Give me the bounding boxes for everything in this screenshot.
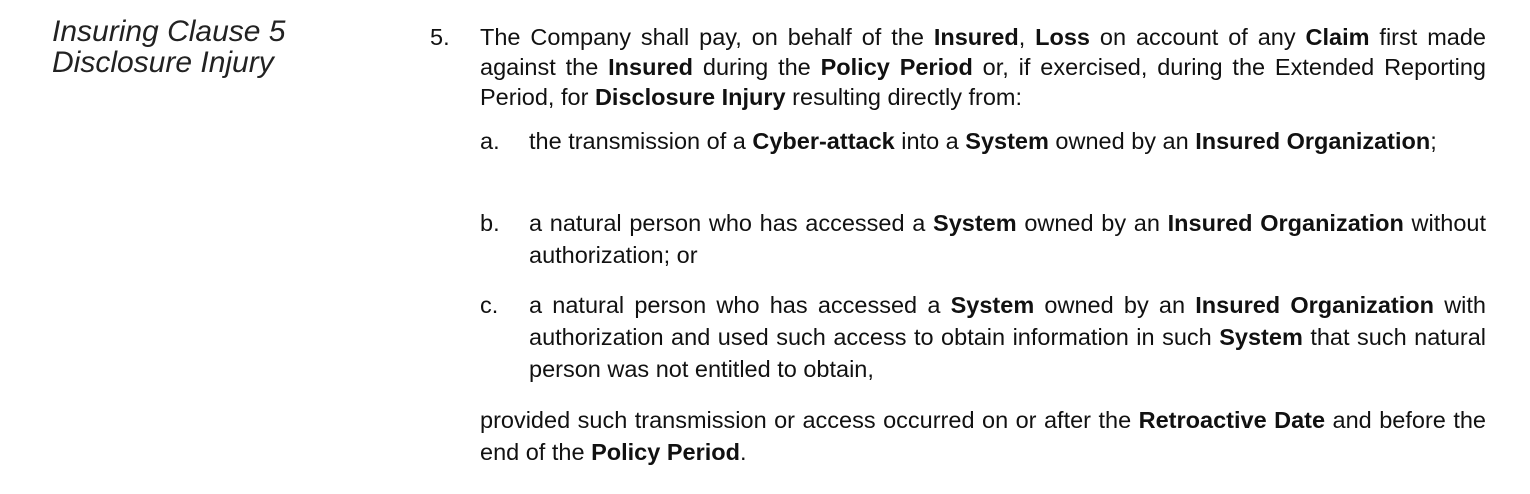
defined-term: Insured: [933, 24, 1019, 50]
item-letter: a.: [480, 128, 500, 154]
text-run: owned by an: [1048, 128, 1196, 154]
clause-heading-line-2: Disclosure Injury: [52, 46, 274, 79]
clause-number: 5.: [430, 24, 450, 50]
clause-heading-line-1: Insuring Clause 5: [52, 15, 286, 48]
text-run: into a: [894, 128, 966, 154]
text-run: during the: [693, 54, 821, 80]
clause-proviso-paragraph: [480, 404, 1486, 468]
text-run: or, if exercised, during the Extended Reporting Period, for: [480, 54, 1486, 110]
text-run: ;: [1430, 128, 1437, 154]
text-run: resulting directly from:: [785, 84, 1023, 110]
item-text: [529, 125, 1486, 157]
defined-term: Retroactive Date: [1138, 407, 1326, 433]
defined-term: Loss: [1035, 24, 1091, 50]
defined-term: Insured Organization: [1167, 210, 1404, 236]
clause-main-paragraph: [480, 22, 1486, 112]
text-run: .: [739, 439, 747, 465]
text-run: provided such transmission or access occurred on or after the: [480, 407, 1139, 433]
defined-term: Disclosure Injury: [594, 84, 786, 110]
text-run: and before the end of the: [480, 407, 1486, 465]
defined-term: Policy Period: [820, 54, 973, 80]
defined-term: System: [1219, 324, 1303, 350]
text-run: a natural person who has accessed a: [529, 292, 951, 318]
text-run: that such natural person was not entitled to obtain,: [529, 324, 1487, 382]
text-run: a natural person who has accessed a: [529, 210, 934, 236]
text-run: The Company shall pay, on behalf of the: [480, 24, 934, 50]
text-run: owned by an: [1016, 210, 1168, 236]
text-run: on account of any: [1090, 24, 1306, 50]
clause-item-a: [480, 125, 1486, 157]
defined-term: System: [965, 128, 1049, 154]
item-text: [529, 289, 1486, 385]
defined-term: Claim: [1305, 24, 1370, 50]
defined-term: Insured Organization: [1195, 128, 1431, 154]
clause-item-b: [480, 207, 1486, 271]
defined-term: Policy Period: [591, 439, 740, 465]
defined-term: Cyber-attack: [752, 128, 895, 154]
text-run: ,: [1018, 24, 1036, 50]
text-run: with authorization and used such access to obtain information in such: [529, 292, 1487, 350]
defined-term: System: [950, 292, 1035, 318]
text-run: without authorization; or: [529, 210, 1487, 268]
item-letter: b.: [480, 210, 500, 236]
defined-term: System: [933, 210, 1017, 236]
clause-heading: [52, 16, 285, 78]
text-run: owned by an: [1034, 292, 1196, 318]
text-run: the transmission of a: [529, 128, 753, 154]
defined-term: Insured: [608, 54, 694, 80]
text-run: first made against the: [480, 24, 1486, 80]
item-letter: c.: [480, 292, 499, 318]
clause-item-c: [480, 289, 1486, 385]
item-text: [529, 207, 1486, 271]
defined-term: Insured Organization: [1195, 292, 1434, 318]
